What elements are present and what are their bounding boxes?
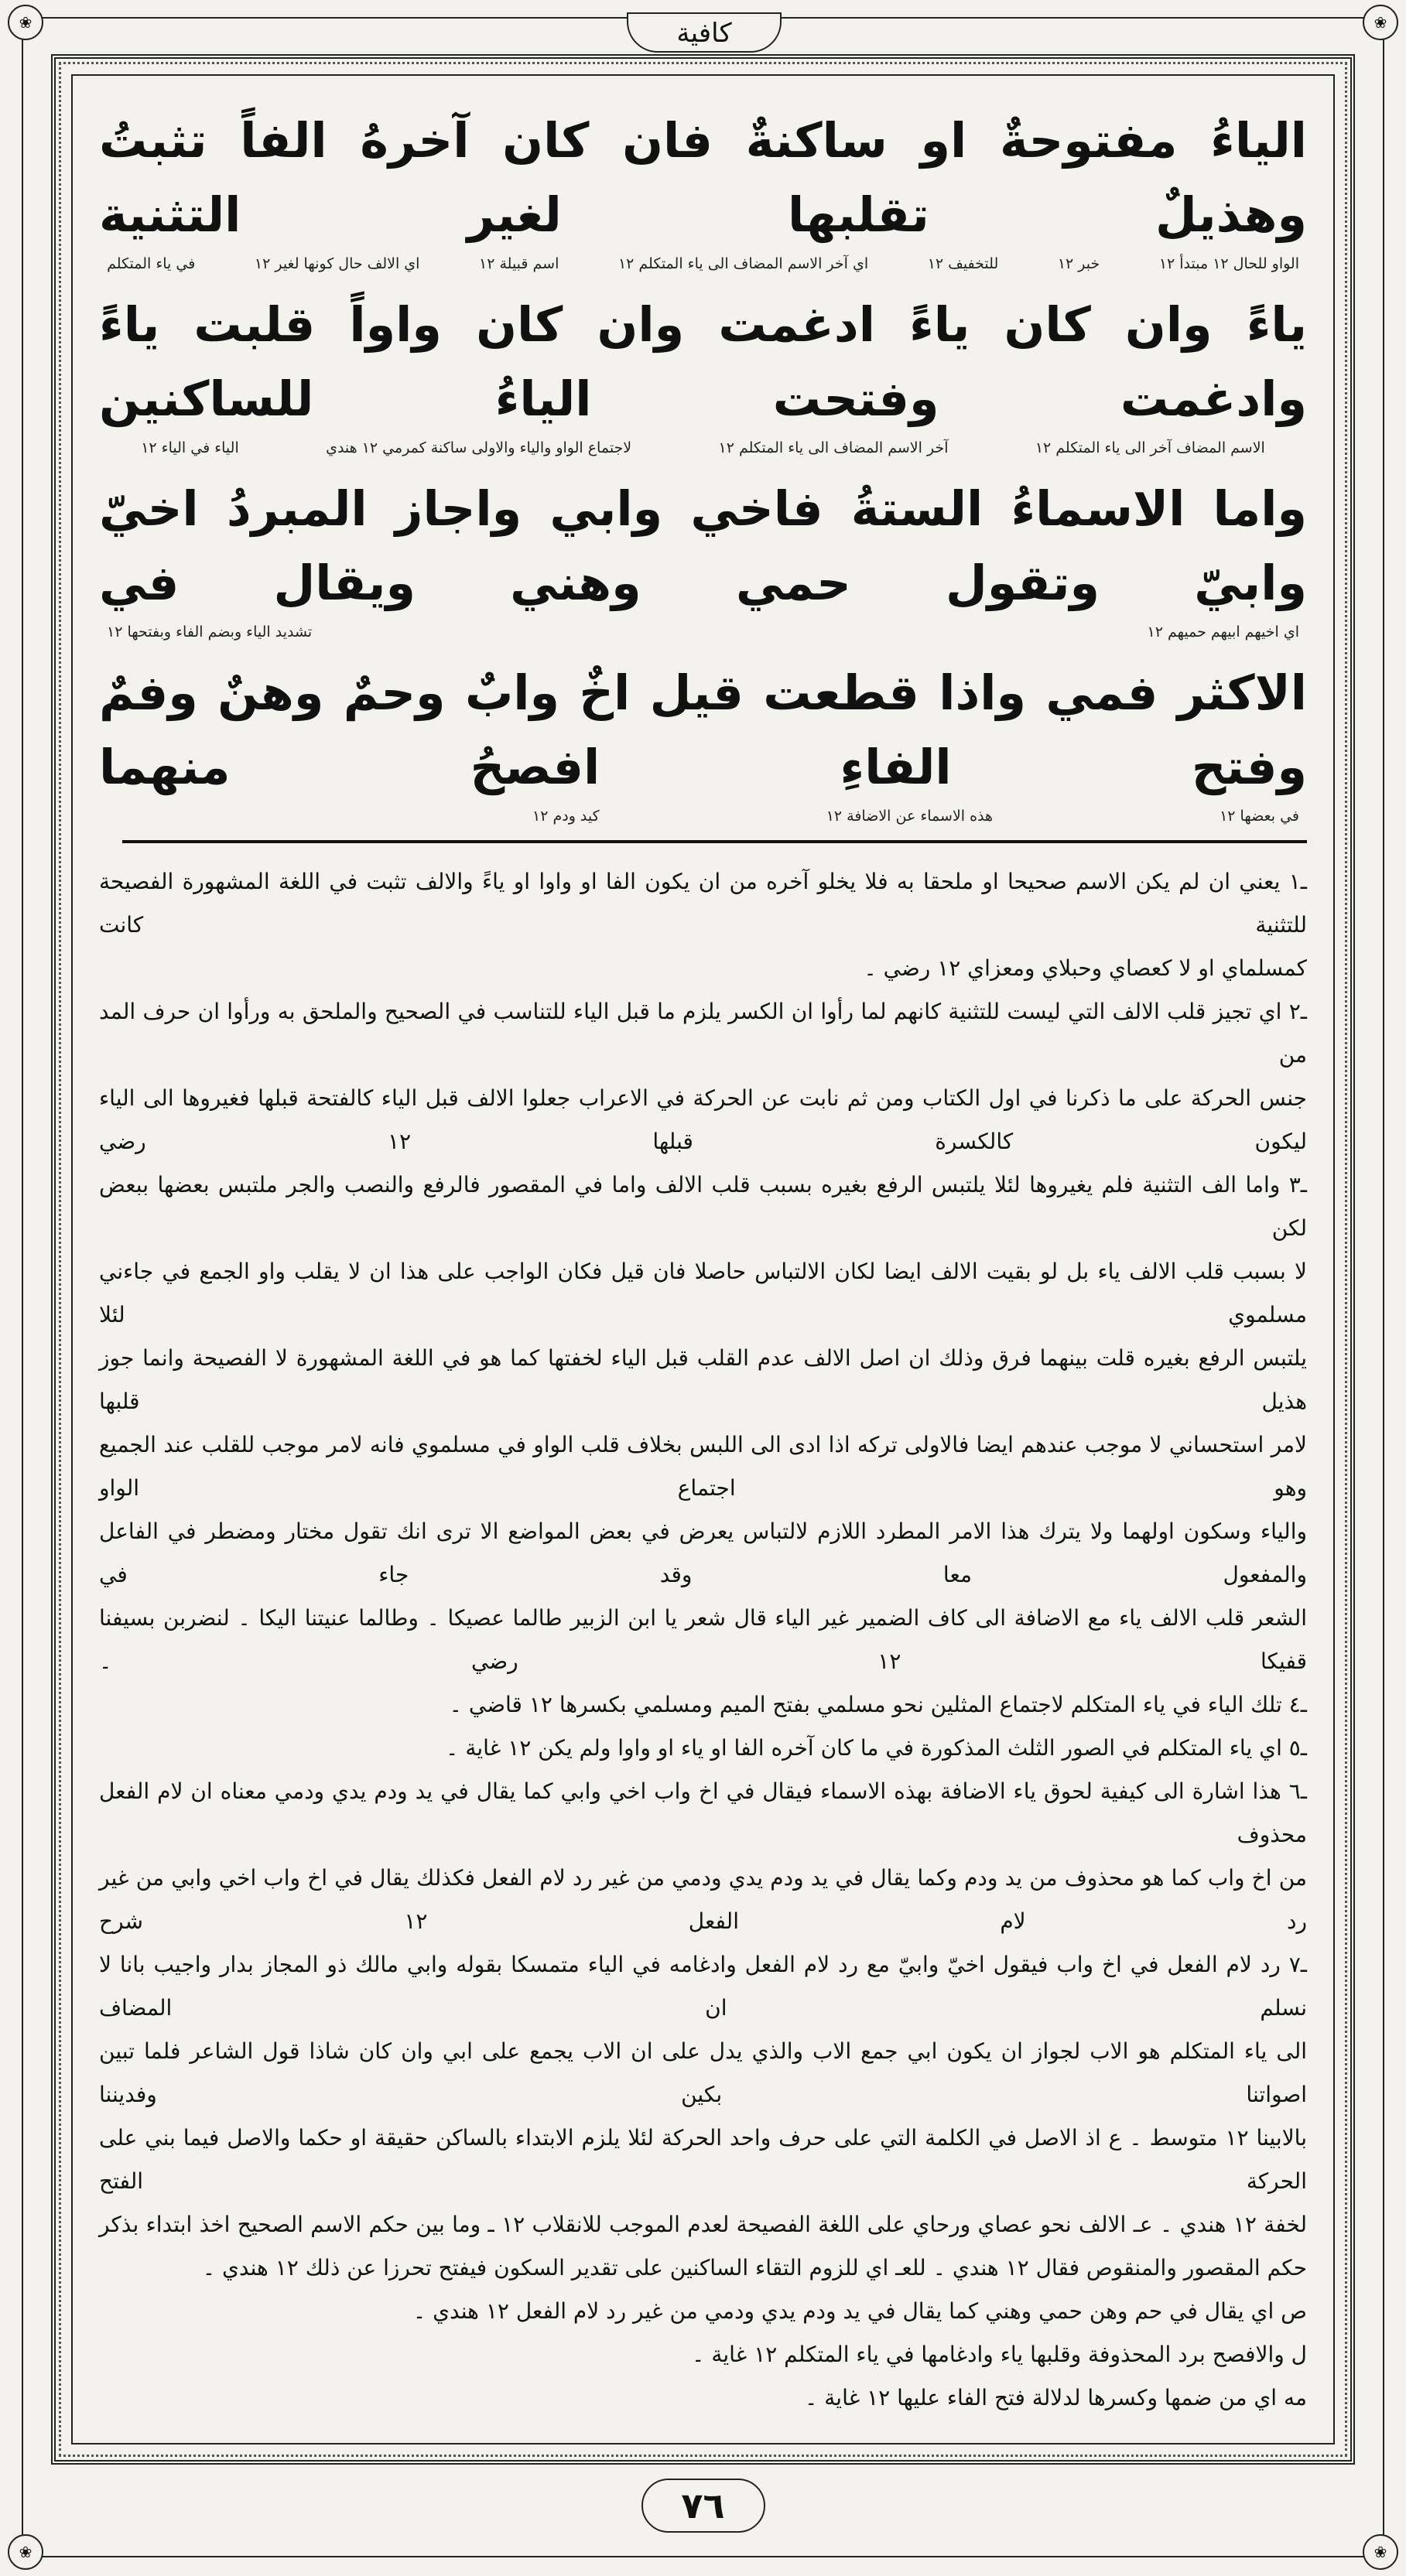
gloss: تشديد الياء وبضم الفاء وبفتحها ١٢ xyxy=(107,624,313,641)
footnote-line: الى ياء المتكلم هو الاب لجواز ان يكون ابي جمع الاب والذي يدل على ان الاب يجمع على ابي وان كان شاذا قول الشاعر فلما تبين اصواتنا بكين وفديننا xyxy=(99,2038,1307,2107)
gloss-row xyxy=(532,806,1299,826)
gloss: في بعضها ١٢ xyxy=(1220,808,1299,825)
main-text-line: واما الاسماءُ الستةُ فاخي وابي واجاز المبردُ اخيّ وابيّ وتقول حمي وهني ويقال في xyxy=(99,480,1307,611)
gloss: آخر الاسم المضاف الى ياء المتكلم ١٢ xyxy=(718,439,949,456)
footnote-line: يلتبس الرفع بغيره قلت بينهما فرق وذلك ان اصل الالف عدم القلب قبل الياء لخفتها كما هو في اللغة المشهورة لا الفصيحة وانما جوز هذيل قلبها xyxy=(99,1345,1307,1414)
footnote-line: والياء وسكون اولهما ولا يترك هذا الامر المطرد اللازم لالتباس يعرض في بعض المواضع الا ترى انك تقول مختار ومضطر في الفاعل والمفعول معا وقد جاء في xyxy=(99,1519,1307,1587)
main-text-line: الاكثر فمي واذا قطعت قيل اخٌ وابٌ وحمٌ وهنٌ وفمٌ وفتح الفاءِ افصحُ منهما xyxy=(99,664,1307,795)
gloss-row xyxy=(107,438,1299,458)
content-frame xyxy=(71,74,1335,2444)
gloss: اي اخيهم ابيهم حميهم ١٢ xyxy=(1147,624,1299,641)
section-divider xyxy=(122,840,1307,843)
gloss: اي آخر الاسم المضاف الى ياء المتكلم ١٢ xyxy=(617,255,869,272)
page-number-holder xyxy=(51,2479,1355,2533)
footnote-line: لامر استحساني لا موجب عندهم ايضا فالاولى تركه اذا ادى الى اللبس بخلاف قلب الواو في مسلموي فانه لامر موجب للقلب عند الجميع وهو اجتماع الواو xyxy=(99,1432,1307,1501)
corner-ornament-icon: ❀ xyxy=(1363,5,1398,40)
gloss-row xyxy=(107,254,1299,274)
gloss: اي الالف حال كونها لغير ١٢ xyxy=(254,255,420,272)
main-text-line: ياءً وان كان ياءً ادغمت وان كان واواً قلبت ياءً وادغمت وفتحت الياءُ للساكنين xyxy=(99,296,1307,427)
gloss: للتخفيف ١٢ xyxy=(927,255,999,272)
footnote-line: ل والافصح برد المحذوفة وقلبها ياء وادغامها في ياء المتكلم ١٢ غاية ۔ xyxy=(692,2342,1307,2367)
footnotes xyxy=(99,860,1307,2420)
footnote-line: مه اي من ضمها وكسرها لدلالة فتح الفاء عليها ١٢ غاية ۔ xyxy=(804,2385,1307,2410)
corner-ornament-icon: ❀ xyxy=(8,5,43,40)
gloss: الاسم المضاف آخر الى ياء المتكلم ١٢ xyxy=(1035,439,1265,456)
running-header-title: كافية xyxy=(627,12,782,53)
gloss: في ياء المتكلم xyxy=(107,255,196,272)
footnote-line: ـ٧ رد لام الفعل في اخ واب فيقول اخيّ وابيّ مع رد لام الفعل وادغامه في الياء متمسكا بقوله وابي مالك ذو المجاز بدار واجيب بانا لا نسلم ان المضاف xyxy=(99,1952,1307,2021)
footnote-line: ـ١ يعني ان لم يكن الاسم صحيحا او ملحقا به فلا يخلو آخره من ان يكون الفا او واوا او ياءً والالف تثبت في اللغة المشهورة الفصيحة للتثنية كانت xyxy=(99,869,1307,938)
gloss: الواو للحال ١٢ مبتدأ ١٢ xyxy=(1158,255,1299,272)
gloss: لاجتماع الواو والياء والاولى ساكنة كمرمي ١٢ هندي xyxy=(326,439,632,456)
gloss: اسم قبيلة ١٢ xyxy=(479,255,559,272)
gloss: الياء في الياء ١٢ xyxy=(141,439,239,456)
gloss: خبر ١٢ xyxy=(1057,255,1100,272)
footnote-line: حكم المقصور والمنقوص فقال ١٢ هندي ۔ للعـ اي للزوم التقاء الساكنين على تقدير السكون فيفتح تحرزا عن ذلك ١٢ هندي ۔ xyxy=(202,2255,1307,2280)
corner-ornament-icon: ❀ xyxy=(1363,2534,1398,2570)
footnote-line: جنس الحركة على ما ذكرنا في اول الكتاب ومن ثم نابت عن الحركة في الاعراب جعلوا الالف قبل الياء كالفتحة قبلها فغيروها الى الياء ليكون كالكسرة قبلها ١٢ رضي xyxy=(99,1085,1307,1154)
page-number: ٧٦ xyxy=(641,2479,765,2533)
gloss: هذه الاسماء عن الاضافة ١٢ xyxy=(826,808,994,825)
footnote-line: بالابينا ١٢ متوسط ۔ ع اذ الاصل في الكلمة التي على حرف واحد الحركة لئلا يلزم الابتداء بالساكن حقيقة او حكما والاصل فيما بني على الحركة الفتح xyxy=(99,2125,1308,2194)
footnote-line: ـ٥ اي ياء المتكلم في الصور الثلث المذكورة في ما كان آخره الفا او ياء او واوا ولم يكن ١٢ غاية ۔ xyxy=(446,1735,1307,1761)
footnote-line: من اخ واب كما هو محذوف من يد ودم وكما يقال في يد ودم يدي ودمي من غير رد لام الفعل فكذلك يقال في اخ واب اخي وابي من غير رد لام الفعل ١٢ شرح xyxy=(99,1865,1308,1934)
footnote-line: ـ٤ تلك الياء في ياء المتكلم لاجتماع المثلين نحو مسلمي بفتح الميم ومسلمي بكسرها ١٢ قاضي ۔ xyxy=(449,1692,1307,1717)
footnote-line: الشعر قلب الالف ياء مع الاضافة الى كاف الضمير غير الياء قال شعر يا ابن الزبير طالما عصيكا ۔ وطالما عنيتنا اليكا ۔ لنضربن بسيفنا قفيكا ١٢ رضي ۔ xyxy=(99,1605,1307,1674)
corner-ornament-icon: ❀ xyxy=(8,2534,43,2570)
footnote-line: ـ٢ اي تجيز قلب الالف التي ليست للتثنية كانهم لما رأوا ان الكسر يلزم ما قبل الياء للتناسب في الصحيح والملحق به ورأوا ان حرف المد من xyxy=(99,999,1307,1068)
decorative-frame xyxy=(51,54,1355,2465)
gloss: كيد ودم ١٢ xyxy=(532,808,600,825)
footnote-line: كمسلماي او لا كعصاي وحبلاي ومعزاي ١٢ رضي ۔ xyxy=(864,955,1307,981)
gloss-row xyxy=(107,622,1299,642)
main-text-line: الياءُ مفتوحةٌ او ساكنةٌ فان كان آخرهُ الفاً تثبتُ وهذيلٌ تقلبها لغير التثنية xyxy=(99,112,1307,243)
main-text xyxy=(99,104,1307,826)
footnote-line: لخفة ١٢ هندي ۔ عـ الالف نحو عصاي ورحاي على اللغة الفصيحة لعدم الموجب للانقلاب ١٢ ـ وما بين حكم الاسم الصحيح اخذ ابتداء بذكر xyxy=(99,2212,1308,2237)
footnote-line: لا بسبب قلب الالف ياء بل لو بقيت الالف ايضا لكان الالتباس حاصلا فان قيل فكان الواجب على هذا ان لا يقلب واو الجمع في جاءني مسلموي لئلا xyxy=(99,1259,1307,1327)
footnote-line: ـ٣ واما الف التثنية فلم يغيروها لئلا يلتبس الرفع بغيره بسبب قلب الالف واما في المقصور فالرفع والنصب والجر ملتبس بعضها ببعض لكن xyxy=(99,1172,1307,1241)
footnote-line: ص اي يقال في حم وهن حمي وهني كما يقال في يد ودم يدي ودمي من غير رد لام الفعل ١٢ هندي ۔ xyxy=(412,2298,1307,2324)
page-outer-border xyxy=(19,13,1387,2561)
footnote-line: ـ٦ هذا اشارة الى كيفية لحوق ياء الاضافة بهذه الاسماء فيقال في اخ واب اخي وابي كما يقال في يد ودم يدي ودمي معناه ان لام الفعل محذوف xyxy=(99,1778,1307,1847)
